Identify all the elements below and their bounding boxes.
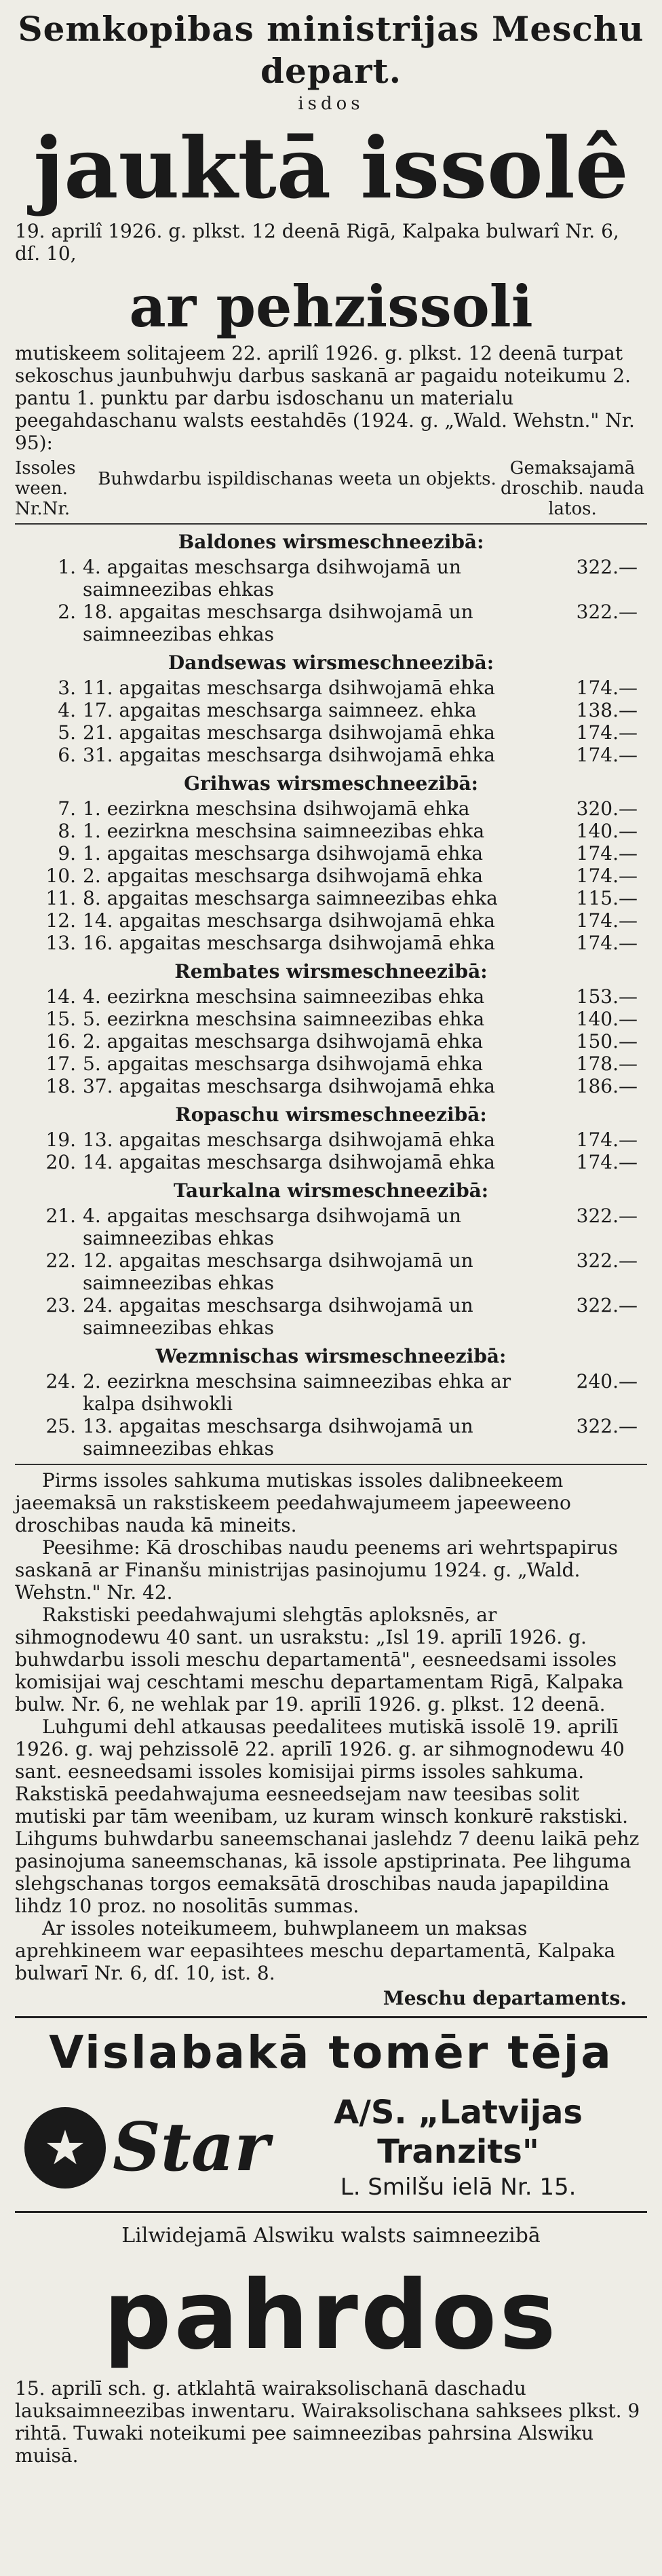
note-conditions: Ar issoles noteikumeem, buhwplaneem un maksas aprehkineem war eepasihtees meschu departamentā, Kalpaka bulwarī Nr. 6, dſ. 10, ist. 8.: [15, 1917, 616, 1984]
table-row: [15, 865, 647, 887]
section-heading: Rembates wirsmeschneezibā:: [174, 960, 488, 983]
row-amount: 174.—: [576, 932, 638, 954]
column-header-amount: Gemaksajamā droschib. nauda latos.: [501, 458, 644, 519]
row-amount: 174.—: [576, 909, 638, 932]
row-amount: 138.—: [576, 699, 638, 721]
signoff: Meschu departaments.: [383, 1987, 627, 2009]
row-amount: 153.—: [576, 985, 638, 1008]
table-row: [15, 1294, 647, 1339]
row-amount: 174.—: [576, 865, 638, 887]
section-heading: Wezmnischas wirsmeschneezibā:: [155, 1345, 507, 1367]
row-number: 7.: [58, 797, 76, 820]
row-amount: 115.—: [576, 887, 638, 909]
table-row: [15, 797, 647, 820]
row-description: 4. apgaitas meschsarga dsihwojamā un saimneezibas ehkas: [83, 556, 461, 601]
row-description: 14. apgaitas meschsarga dsihwojamā ehka: [83, 1151, 495, 1173]
table-row: [15, 721, 647, 744]
row-number: 5.: [58, 721, 76, 744]
table-row: [15, 601, 647, 645]
table-row: [15, 1075, 647, 1097]
row-number: 9.: [58, 842, 76, 865]
company-address: L. Smilšu ielā Nr. 15.: [340, 2174, 577, 2201]
table-row: [15, 1053, 647, 1075]
row-description: 4. eezirkna meschsina saimneezibas ehka: [83, 985, 485, 1008]
row-description: 8. apgaitas meschsarga saimneezibas ehka: [83, 887, 498, 909]
row-description: 31. apgaitas meschsarga dsihwojamā ehka: [83, 744, 495, 766]
table-row: [15, 985, 647, 1008]
table-row: [15, 932, 647, 954]
row-number: 13.: [45, 932, 76, 954]
sale-text: 15. aprilī sch. g. atklahtā wairaksolischanā daschadu lauksaimneezibas inwentaru. Wairaksolischana sahksees plkst. 9 rihtā. Tuwaki noteikumi pee saimneezibas pahrsina Alswiku muisā.: [15, 2377, 640, 2467]
notice-body: mutiskeem solitajeem 22. aprilî 1926. g. plkst. 12 deenā turpat sekoschus jaunbuhwju darbus saskanā ar pagaidu noteikumu 2. pantu 1. punktu par darbu isdoschanu un materialu peegahdaschanu walsts eestahdēs (1924. g. „Wald. Wehstn." Nr. 95):: [15, 342, 635, 454]
divider: [15, 523, 647, 525]
row-number: 1.: [58, 556, 76, 578]
row-number: 2.: [58, 601, 76, 623]
row-amount: 140.—: [576, 820, 638, 842]
row-number: 6.: [58, 744, 76, 766]
row-amount: 322.—: [576, 1294, 638, 1317]
row-amount: 174.—: [576, 842, 638, 865]
row-description: 5. apgaitas meschsarga dsihwojamā ehka: [83, 1053, 484, 1075]
notice-title: jauktā issolê: [33, 119, 629, 218]
note-deposit: Pirms issoles sahkuma mutiskas issoles dalibneekeem jaeemaksā un rakstiskeem peedahwajumeem japeeweeno droschibas nauda kā mineits.: [15, 1469, 571, 1536]
company-name: A/S. „Latvijas Tranzits": [334, 2094, 583, 2171]
section-heading: Grihwas wirsmeschneezibā:: [184, 772, 478, 795]
row-number: 11.: [45, 887, 76, 909]
note-remark: Peesihme: Kā droschibas naudu peenems ari wehrtspapirus saskanā ar Finanšu ministrijas pasinojumu 1924. g. „Wald. Wehstn." Nr. 42.: [15, 1536, 619, 1604]
table-row: [15, 699, 647, 721]
tea-advert: [15, 2016, 647, 2203]
row-amount: 322.—: [576, 601, 638, 623]
sale-advert: [15, 2211, 647, 2467]
table-row: [15, 677, 647, 699]
row-number: 23.: [45, 1294, 76, 1317]
row-description: 37. apgaitas meschsarga dsihwojamā ehka: [83, 1075, 495, 1097]
row-amount: 174.—: [576, 677, 638, 699]
advert-headline: Vislabakā tomēr tēja: [49, 2026, 613, 2079]
row-amount: 322.—: [576, 1205, 638, 1227]
row-number: 16.: [45, 1030, 76, 1053]
row-number: 19.: [45, 1129, 76, 1151]
row-description: 2. eezirkna meschsina saimneezibas ehka ar kalpa dsihwokli: [83, 1370, 511, 1415]
ministry-header: Semkopibas ministrijas Meschu depart.: [18, 9, 644, 91]
section-heading: Baldones wirsmeschneezibā:: [178, 531, 484, 553]
star-icon: ★: [24, 2107, 106, 2189]
section-heading: Ropaschu wirsmeschneezibā:: [175, 1103, 487, 1126]
row-description: 5. eezirkna meschsina saimneezibas ehka: [83, 1008, 485, 1030]
table-header: [15, 458, 647, 519]
row-amount: 174.—: [576, 721, 638, 744]
row-description: 13. apgaitas meschsarga dsihwojamā ehka: [83, 1129, 495, 1151]
row-number: 12.: [45, 909, 76, 932]
table-row: [15, 744, 647, 766]
divider: [15, 1464, 647, 1465]
row-number: 8.: [58, 820, 76, 842]
row-amount: 140.—: [576, 1008, 638, 1030]
row-description: 12. apgaitas meschsarga dsihwojamā un saimneezibas ehkas: [83, 1249, 473, 1294]
row-amount: 240.—: [576, 1370, 638, 1393]
row-number: 4.: [58, 699, 76, 721]
sale-title: pahrdos: [103, 2260, 559, 2371]
table-body: [15, 530, 647, 1465]
note-written-offers: Rakstiski peedahwajumi slehgtās aploksnēs, ar sihmognodewu 40 sant. un usrakstu: „Isl 19. aprilī 1926. g. buhwdarbu issoli meschu departamentā", eesneedsami issoles komisijai waj ceschtami meschu departamentam Rigā, Kalpaka bulw. Nr. 6, ne wehlak par 19. aprilī 1926. g. plkst. 12 deenā.: [15, 1604, 624, 1716]
row-number: 14.: [45, 985, 76, 1008]
row-number: 22.: [45, 1249, 76, 1272]
company-block: [269, 2093, 647, 2203]
row-description: 1. eezirkna meschsina dsihwojamā ehka: [83, 797, 470, 820]
advert-brand-row: [15, 2093, 647, 2203]
brand-name: Star: [113, 2108, 270, 2186]
row-amount: 186.—: [576, 1075, 638, 1097]
table-row: [15, 556, 647, 601]
row-description: 16. apgaitas meschsarga dsihwojamā ehka: [83, 932, 495, 954]
table-row: [15, 1151, 647, 1173]
table-row: [15, 1205, 647, 1249]
table-row: [15, 842, 647, 865]
table-row: [15, 1249, 647, 1294]
row-description: 21. apgaitas meschsarga dsihwojamā ehka: [83, 721, 495, 744]
row-amount: 174.—: [576, 744, 638, 766]
row-description: 13. apgaitas meschsarga dsihwojamā un saimneezibas ehkas: [83, 1415, 473, 1460]
table-row: [15, 887, 647, 909]
section-heading: Taurkalna wirsmeschneezibā:: [173, 1179, 489, 1202]
row-number: 15.: [45, 1008, 76, 1030]
row-number: 20.: [45, 1151, 76, 1173]
table-row: [15, 1008, 647, 1030]
row-description: 11. apgaitas meschsarga dsihwojamā ehka: [83, 677, 495, 699]
table-row: [15, 1030, 647, 1053]
row-number: 10.: [45, 865, 76, 887]
row-description: 1. apgaitas meschsarga dsihwojamā ehka: [83, 842, 484, 865]
table-row: [15, 1129, 647, 1151]
row-amount: 322.—: [576, 1415, 638, 1437]
section-heading: Dandsewas wirsmeschneezibā:: [168, 651, 494, 674]
row-description: 1. eezirkna meschsina saimneezibas ehka: [83, 820, 485, 842]
notice-subtitle: ar pehzissoli: [129, 273, 533, 340]
row-description: 2. apgaitas meschsarga dsihwojamā ehka: [83, 1030, 484, 1053]
row-number: 17.: [45, 1053, 76, 1075]
row-amount: 178.—: [576, 1053, 638, 1075]
sale-subhead: Lilwidejamā Alswiku walsts saimneezibā: [121, 2224, 541, 2248]
row-amount: 322.—: [576, 556, 638, 578]
row-number: 18.: [45, 1075, 76, 1097]
issues-line: isdos: [298, 94, 364, 114]
row-amount: 174.—: [576, 1129, 638, 1151]
column-header-desc: Buhwdarbu ispildischanas weeta un objekts.: [98, 469, 496, 489]
row-amount: 320.—: [576, 797, 638, 820]
notice-intro: 19. aprilî 1926. g. plkst. 12 deenā Rigā, Kalpaka bulwarî Nr. 6, dſ. 10,: [15, 220, 619, 265]
row-description: 24. apgaitas meschsarga dsihwojamā un saimneezibas ehkas: [83, 1294, 473, 1339]
row-amount: 322.—: [576, 1249, 638, 1272]
row-number: 25.: [45, 1415, 76, 1437]
row-number: 21.: [45, 1205, 76, 1227]
table-row: [15, 1370, 647, 1415]
row-description: 4. apgaitas meschsarga dsihwojamā un saimneezibas ehkas: [83, 1205, 461, 1249]
row-description: 2. apgaitas meschsarga dsihwojamā ehka: [83, 865, 484, 887]
table-row: [15, 909, 647, 932]
row-description: 14. apgaitas meschsarga dsihwojamā ehka: [83, 909, 495, 932]
table-row: [15, 1415, 647, 1460]
table-row: [15, 820, 647, 842]
row-description: 18. apgaitas meschsarga dsihwojamā un saimneezibas ehkas: [83, 601, 473, 645]
row-amount: 150.—: [576, 1030, 638, 1053]
row-amount: 174.—: [576, 1151, 638, 1173]
row-number: 3.: [58, 677, 76, 699]
column-header-no: Issoles ween. Nr.Nr.: [15, 458, 76, 519]
note-requests: Luhgumi dehl atkausas peedalitees mutiskā issolē 19. aprilī 1926. g. waj pehzissolē 22. aprilī 1926. g. ar sihmognodewu 40 sant. eesneedsami issoles komisijai pirms issoles sahkuma. Rakstiskā peedahwajuma eesneedsejam naw teesibas solit mutiski par tām weenibam, uz kuram winsch konkurē rakstiski. Lihgums buhwdarbu saneemschanai jaslehdz 7 deenu laikā pehz pasinojuma saneemschanas, kā issole apstiprinata. Pee lihguma slehgschanas torgos eemaksātā droschibas nauda japapildina lihdz 10 proz. no nosolitās summas.: [15, 1716, 640, 1917]
row-number: 24.: [45, 1370, 76, 1393]
row-description: 17. apgaitas meschsarga saimneez. ehka: [83, 699, 477, 721]
